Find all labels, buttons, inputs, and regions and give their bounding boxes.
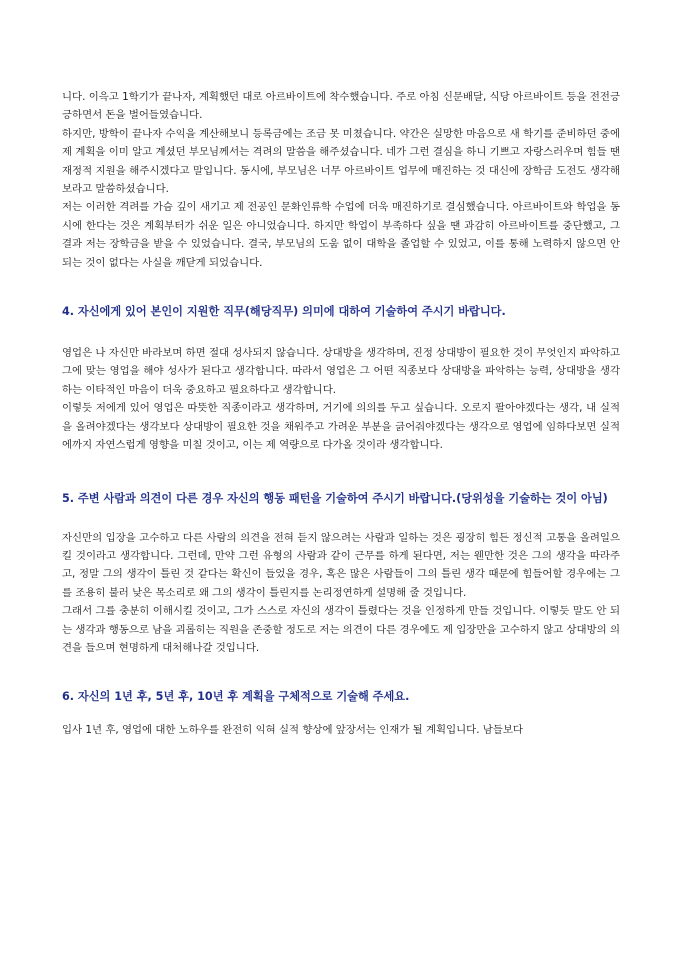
section-heading-4: 4. 자신에게 있어 본인이 지원한 직무(해당직무) 의미에 대하여 기술하여 주시기 바랍니다.: [62, 305, 506, 319]
body-paragraph: 저는 이러한 격려를 가슴 깊이 새기고 제 전공인 문화인류학 수업에 더욱 매진하기로 결심했습니다. 아르바이트와 학업을 동시에 한다는 것은 계획부터가 쉬운 일은 아니었습니다. 하지만 학업이 부족하다 싶을 땐 과감히 아르바이트를 중단했고, 그 결과 저는 장학금을 받을 수 있었습니다. 결국, 부모님의 도움 없이 대학을 졸업할 수 있었고, 이를 통해 노력하지 않으면 안 되는 것이 없다는 사실을 깨닫게 되었습니다.: [62, 201, 620, 269]
document-page: [62, 88, 620, 740]
body-paragraph: 그래서 그를 충분히 이해시킬 것이고, 그가 스스로 자신의 생각이 틀렸다는 것을 인정하게 만들 것입니다. 이렇듯 말도 안 되는 생각과 행동으로 남을 괴롭히는 직원을 존중할 정도로 저는 의견이 다른 경우에도 제 입장만을 고수하지 않고 상대방의 의견을 들으며 현명하게 대처해나갈 것입니다.: [62, 605, 621, 654]
body-paragraph: 입사 1년 후, 영업에 대한 노하우를 완전히 익혀 실적 향상에 앞장서는 인재가 될 계획입니다. 남들보다: [62, 724, 523, 737]
body-paragraph: 자신만의 입장을 고수하고 다른 사람의 의견을 전혀 듣지 않으려는 사람과 일하는 것은 굉장히 힘든 정신적 고통을 올려일으킬 것이라고 생각합니다. 그런데, 만약 그런 유형의 사람과 같이 근무를 하게 된다면, 저는 웬만한 것은 그의 생각을 따라주고, 정말 그의 생각이 틀린 것 같다는 확신이 들었을 경우, 혹은 많은 사람들이 그의 틀린 생각 때문에 힘들어할 경우에는 그를 조용히 불러 낮은 목소리로 왜 그의 생각이 틀린지를 논리정연하게 설명해 줄 것입니다.: [62, 531, 620, 599]
section-heading-6: 6. 자신의 1년 후, 5년 후, 10년 후 계획을 구체적으로 기술해 주세요.: [62, 690, 410, 704]
body-paragraph: 하지만, 방학이 끝나자 수익을 계산해보니 등록금에는 조금 못 미쳤습니다. 약간은 실망한 마음으로 새 학기를 준비하던 중에 제 계획을 이미 알고 계셨던 부모님께서는 격려의 말씀을 해주셨습니다. 네가 그런 결심을 하니 기쁘고 자랑스러우며 힘들 땐 재정적 지원을 해주시겠다고 말입니다. 동시에, 부모님은 너무 아르바이트 업무에 매진하는 것 대신에 장학금 도전도 생각해 보라고 말씀하셨습니다.: [62, 127, 621, 196]
body-paragraph: 니다. 이윽고 1학기가 끝나자, 계획했던 대로 아르바이트에 착수했습니다. 주로 아침 신문배달, 식당 아르바이트 등을 전전긍긍하면서 돈을 벌어들였습니다.: [62, 91, 620, 122]
section-heading-5: 5. 주변 사람과 의견이 다른 경우 자신의 행동 패턴을 기술하여 주시기 바랍니다.(당위성을 기술하는 것이 아님): [62, 491, 608, 505]
body-paragraph: 이렇듯 저에게 있어 영업은 따뜻한 직종이라고 생각하며, 거기에 의의를 두고 싶습니다. 오로지 팔아야겠다는 생각, 내 실적을 올려야겠다는 생각보다 상대방이 필요한 것을 채워주고 가려운 부분을 긁어줘야겠다는 생각으로 영업에 임하다보면 실적에까지 자연스럽게 영향을 미칠 것이고, 이는 제 역량으로 다가올 것이라 생각합니다.: [62, 402, 620, 452]
body-paragraph: 영업은 나 자신만 바라보며 하면 절대 성사되지 않습니다. 상대방을 생각하며, 진정 상대방이 필요한 것이 무엇인지 파악하고 그에 맞는 영업을 해야 성사가 된다고 생각합니다. 따라서 영업은 그 어떤 직종보다 상대방을 파악하는 능력, 상대방을 생각하는 이타적인 마음이 더욱 중요하고 필요하다고 생각합니다.: [62, 347, 621, 396]
